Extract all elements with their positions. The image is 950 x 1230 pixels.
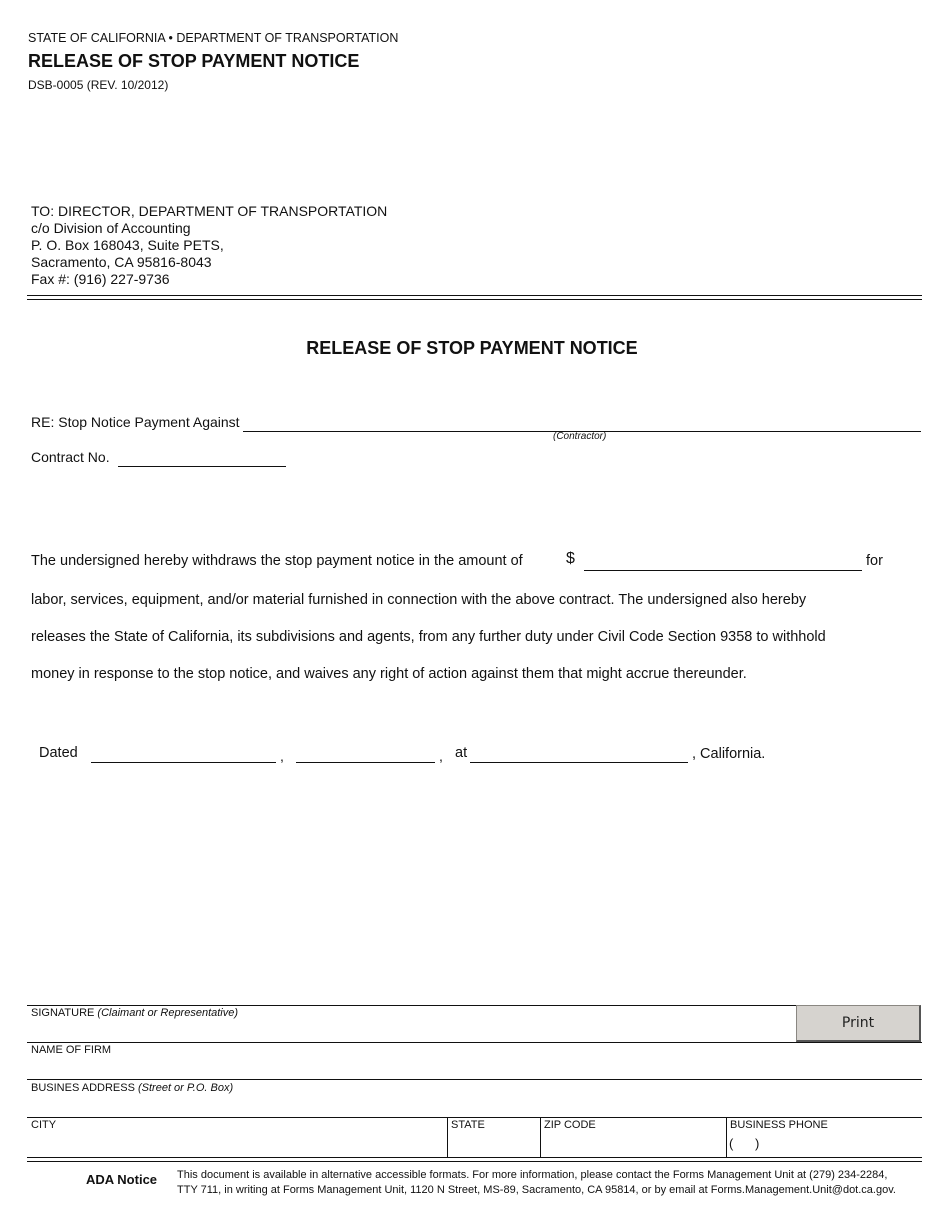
contract-label: Contract No. [31, 449, 110, 465]
cell-divider [726, 1117, 727, 1157]
divider [27, 1117, 922, 1118]
body-line-3: releases the State of California, its subdivisions and agents, from any further duty under Civil Code Section 9358 to withhold [31, 629, 826, 645]
address-line: Sacramento, CA 95816-8043 [31, 254, 212, 270]
address-line: c/o Division of Accounting [31, 220, 191, 236]
ada-text [177, 1168, 950, 1198]
phone-input[interactable] [770, 1134, 918, 1154]
phone-label: BUSINESS PHONE [730, 1119, 828, 1131]
main-title: RELEASE OF STOP PAYMENT NOTICE [306, 338, 638, 358]
contract-number-input[interactable] [120, 448, 284, 466]
zip-input[interactable] [542, 1134, 723, 1154]
agency-header: STATE OF CALIFORNIA • DEPARTMENT OF TRANSPORTATION [28, 31, 399, 45]
divider [27, 1079, 922, 1080]
date-underline [91, 762, 276, 763]
signature-input[interactable] [29, 1021, 793, 1041]
firm-name-input[interactable] [29, 1058, 919, 1078]
signature-label [31, 1007, 238, 1019]
business-address-label [31, 1082, 233, 1094]
year-underline [296, 762, 435, 763]
ada-title: ADA Notice [86, 1172, 158, 1187]
print-button[interactable]: Print [796, 1005, 921, 1042]
body-line-2: labor, services, equipment, and/or material furnished in connection with the above contract. The undersigned also hereby [31, 592, 807, 608]
address-line: TO: DIRECTOR, DEPARTMENT OF TRANSPORTATION [31, 203, 388, 219]
divider [27, 299, 922, 300]
cell-divider [447, 1117, 448, 1157]
ada-line: This document is available in alternative accessible formats. For more information, please contact the Forms Management Unit at (279) 234-2284, [177, 1169, 888, 1181]
at-label: at [455, 745, 468, 761]
business-address-input[interactable] [29, 1096, 919, 1116]
place-input[interactable] [472, 744, 686, 762]
date-input[interactable] [93, 744, 274, 762]
business-address-label-text: BUSINES ADDRESS [31, 1082, 135, 1094]
body-line-1-suffix: for [866, 553, 883, 569]
contractor-caption: (Contractor) [553, 431, 607, 442]
body-line-4: money in response to the stop notice, and waives any right of action against them that might accrue thereunder. [31, 666, 747, 682]
amount-input[interactable] [586, 551, 860, 570]
signature-sub-label: (Claimant or Representative) [97, 1007, 239, 1019]
ada-line: TTY 711, in writing at Forms Management Unit, 1120 N Street, MS-89, Sacramento, CA 95814, or by email at Forms.Management.Unit@dot.ca.gov. [177, 1184, 896, 1196]
contract-underline [118, 466, 286, 467]
signature-label-text: SIGNATURE [31, 1007, 95, 1019]
divider [27, 1161, 922, 1162]
divider [27, 1042, 922, 1043]
zip-label: ZIP CODE [544, 1119, 596, 1131]
cell-divider [540, 1117, 541, 1157]
body-line-1: The undersigned hereby withdraws the stop payment notice in the amount of [31, 553, 523, 569]
comma: , [439, 748, 443, 764]
divider [27, 295, 922, 296]
phone-prefix: ( ) [729, 1136, 760, 1151]
city-label: CITY [31, 1119, 57, 1131]
dollar-sign: $ [566, 550, 575, 567]
divider [27, 1157, 922, 1158]
comma: , [280, 748, 284, 764]
signature-top-rule [27, 1005, 797, 1006]
address-line: Fax #: (916) 227-9736 [31, 271, 170, 287]
dated-label: Dated [39, 745, 78, 761]
address-block [31, 203, 387, 288]
state-input[interactable] [449, 1134, 537, 1154]
address-line: P. O. Box 168043, Suite PETS, [31, 237, 224, 253]
contractor-input[interactable] [245, 413, 919, 431]
against-label: RE: Stop Notice Payment Against [31, 414, 240, 430]
form-title: RELEASE OF STOP PAYMENT NOTICE [28, 51, 360, 71]
state-label: STATE [451, 1119, 485, 1131]
business-address-sub-label: (Street or P.O. Box) [137, 1082, 234, 1094]
amount-underline [584, 570, 862, 571]
year-input[interactable] [298, 744, 433, 762]
firm-label: NAME OF FIRM [31, 1044, 112, 1056]
california-suffix: , California. [692, 746, 766, 762]
place-underline [470, 762, 688, 763]
form-number: DSB-0005 (REV. 10/2012) [28, 78, 169, 92]
city-input[interactable] [29, 1134, 443, 1154]
